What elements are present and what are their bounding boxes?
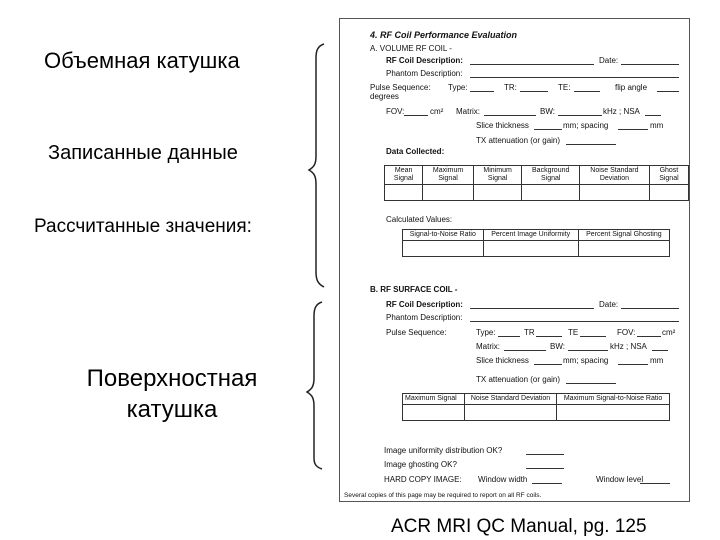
surface-bw-label: BW:	[550, 342, 565, 351]
surface-te-label: TE	[568, 328, 579, 337]
col-maximum-signal: Maximum Signal	[423, 166, 474, 185]
surface-type-field[interactable]	[498, 336, 520, 337]
surface-pulse-sequence-label: Pulse Sequence:	[386, 328, 447, 337]
ghosting-ok-label: Image ghosting OK?	[384, 460, 457, 469]
surface-coil-brace	[307, 302, 322, 469]
volume-nsa-field[interactable]	[645, 115, 661, 116]
volume-degrees-label: degrees	[370, 92, 399, 101]
volume-phantom-description-label: Phantom Description:	[386, 69, 463, 78]
surface-date-field[interactable]	[621, 308, 679, 309]
data-collected-heading: Data Collected:	[386, 147, 445, 156]
cell-percent-uniformity[interactable]	[483, 241, 578, 257]
surface-fov-field[interactable]	[637, 336, 661, 337]
volume-coil-brace	[309, 44, 324, 287]
volume-date-label: Date:	[599, 56, 619, 65]
volume-date-field[interactable]	[621, 64, 679, 65]
surface-mm-unit: mm	[650, 356, 664, 365]
volume-te-label: TE:	[558, 83, 571, 92]
volume-te-field[interactable]	[574, 91, 600, 92]
calculated-values-label: Рассчитанные значения:	[34, 216, 252, 237]
surface-phantom-description-label: Phantom Description:	[386, 313, 463, 322]
col-percent-ghosting: Percent Signal Ghosting	[578, 230, 669, 241]
surface-slice-thickness-label: Slice thickness	[476, 356, 529, 365]
col-surface-maximum-signal: Maximum Signal	[403, 394, 465, 405]
volume-tx-attenuation-label: TX attenuation (or gain)	[476, 136, 561, 145]
surface-tx-attenuation-label: TX attenuation (or gain)	[476, 375, 561, 384]
volume-matrix-field[interactable]	[484, 115, 536, 116]
col-mean-signal: Mean Signal	[385, 166, 423, 185]
volume-bw-label: BW:	[540, 107, 555, 116]
surface-matrix-field[interactable]	[504, 350, 546, 351]
surface-nsa-field[interactable]	[652, 350, 668, 351]
surface-coil-label-line1: Поверхностная	[86, 365, 258, 392]
surface-coil-label-line2: катушка	[126, 396, 218, 423]
window-level-field[interactable]	[640, 483, 670, 484]
cell-maximum-signal[interactable]	[423, 185, 474, 201]
volume-tr-field[interactable]	[520, 91, 548, 92]
rf-coil-form	[339, 18, 690, 502]
window-level-label: Window level	[596, 475, 644, 484]
surface-tx-attenuation-field[interactable]	[566, 383, 616, 384]
volume-coil-description-field[interactable]	[470, 64, 594, 65]
window-width-label: Window width	[478, 475, 528, 484]
cell-ghost-signal[interactable]	[649, 185, 688, 201]
surface-date-label: Date:	[599, 300, 619, 309]
col-surface-noise-std-dev: Noise Standard Deviation	[464, 394, 556, 405]
form-footnote: Several copies of this page may be required to report on all RF coils.	[344, 492, 542, 499]
col-minimum-signal: Minimum Signal	[473, 166, 522, 185]
volume-phantom-description-field[interactable]	[470, 77, 679, 78]
surface-te-field[interactable]	[580, 336, 606, 337]
volume-fov-label: FOV:	[386, 107, 405, 116]
volume-flip-angle-label: flip angle	[615, 83, 648, 92]
volume-tr-label: TR:	[504, 83, 517, 92]
surface-khz-nsa-label: kHz ; NSA	[610, 342, 647, 351]
volume-fov-field[interactable]	[404, 115, 428, 116]
form-title: 4. RF Coil Performance Evaluation	[370, 30, 518, 40]
uniformity-ok-label: Image uniformity distribution OK?	[384, 446, 503, 455]
volume-bw-field[interactable]	[558, 115, 602, 116]
volume-flip-angle-field[interactable]	[657, 91, 679, 92]
volume-mm-unit: mm	[650, 121, 664, 130]
calculated-values-table	[402, 229, 670, 257]
col-snr: Signal-to-Noise Ratio	[403, 230, 484, 241]
volume-tx-attenuation-field[interactable]	[566, 144, 616, 145]
col-surface-max-snr: Maximum Signal-to-Noise Ratio	[557, 394, 670, 405]
surface-tr-label: TR	[524, 328, 535, 337]
volume-slice-thickness-field[interactable]	[534, 129, 562, 130]
volume-type-field[interactable]	[470, 91, 494, 92]
volume-coil-label: Объемная катушка	[44, 48, 240, 73]
col-background-signal: Background Signal	[522, 166, 580, 185]
surface-coil-heading: B. RF SURFACE COIL -	[370, 285, 458, 294]
volume-coil-heading: A. VOLUME RF COIL -	[370, 44, 452, 53]
volume-type-label: Type:	[448, 83, 468, 92]
volume-khz-nsa-label: kHz ; NSA	[603, 107, 640, 116]
calculated-values-heading: Calculated Values:	[386, 215, 453, 224]
data-collected-table	[384, 165, 689, 201]
surface-spacing-label: mm; spacing	[563, 356, 609, 365]
surface-fov-unit: cm²	[662, 328, 676, 337]
surface-coil-description-field[interactable]	[470, 308, 594, 309]
surface-coil-description-label: RF Coil Description:	[386, 300, 463, 309]
surface-spacing-field[interactable]	[618, 364, 648, 365]
cell-surface-maximum-signal[interactable]	[403, 405, 465, 421]
volume-spacing-label: mm; spacing	[563, 121, 609, 130]
surface-bw-field[interactable]	[568, 350, 608, 351]
cell-surface-noise-std-dev[interactable]	[464, 405, 556, 421]
cell-mean-signal[interactable]	[385, 185, 423, 201]
recorded-data-label: Записанные данные	[48, 142, 238, 164]
surface-matrix-label: Matrix:	[476, 342, 500, 351]
source-caption: ACR MRI QC Manual, pg. 125	[391, 516, 647, 537]
col-ghost-signal: Ghost Signal	[649, 166, 688, 185]
volume-spacing-field[interactable]	[618, 129, 648, 130]
surface-slice-thickness-field[interactable]	[534, 364, 562, 365]
uniformity-ok-field[interactable]	[526, 454, 564, 455]
volume-coil-description-label: RF Coil Description:	[386, 56, 463, 65]
surface-phantom-description-field[interactable]	[470, 321, 679, 322]
hard-copy-image-label: HARD COPY IMAGE:	[384, 475, 462, 484]
surface-fov-label: FOV:	[617, 328, 636, 337]
cell-surface-max-snr[interactable]	[557, 405, 670, 421]
volume-pulse-sequence-label: Pulse Sequence:	[370, 83, 431, 92]
cell-percent-ghosting[interactable]	[578, 241, 669, 257]
cell-noise-std-dev[interactable]	[579, 185, 649, 201]
cell-background-signal[interactable]	[522, 185, 580, 201]
col-percent-uniformity: Percent Image Uniformity	[483, 230, 578, 241]
col-noise-std-dev: Noise Standard Deviation	[579, 166, 649, 185]
surface-type-label: Type:	[476, 328, 496, 337]
volume-fov-unit: cm²	[430, 107, 444, 116]
cell-snr[interactable]	[403, 241, 484, 257]
surface-tr-field[interactable]	[536, 336, 562, 337]
volume-matrix-label: Matrix:	[456, 107, 480, 116]
cell-minimum-signal[interactable]	[473, 185, 522, 201]
surface-coil-table	[402, 393, 670, 421]
ghosting-ok-field[interactable]	[526, 468, 564, 469]
volume-slice-thickness-label: Slice thickness	[476, 121, 529, 130]
window-width-field[interactable]	[532, 483, 562, 484]
